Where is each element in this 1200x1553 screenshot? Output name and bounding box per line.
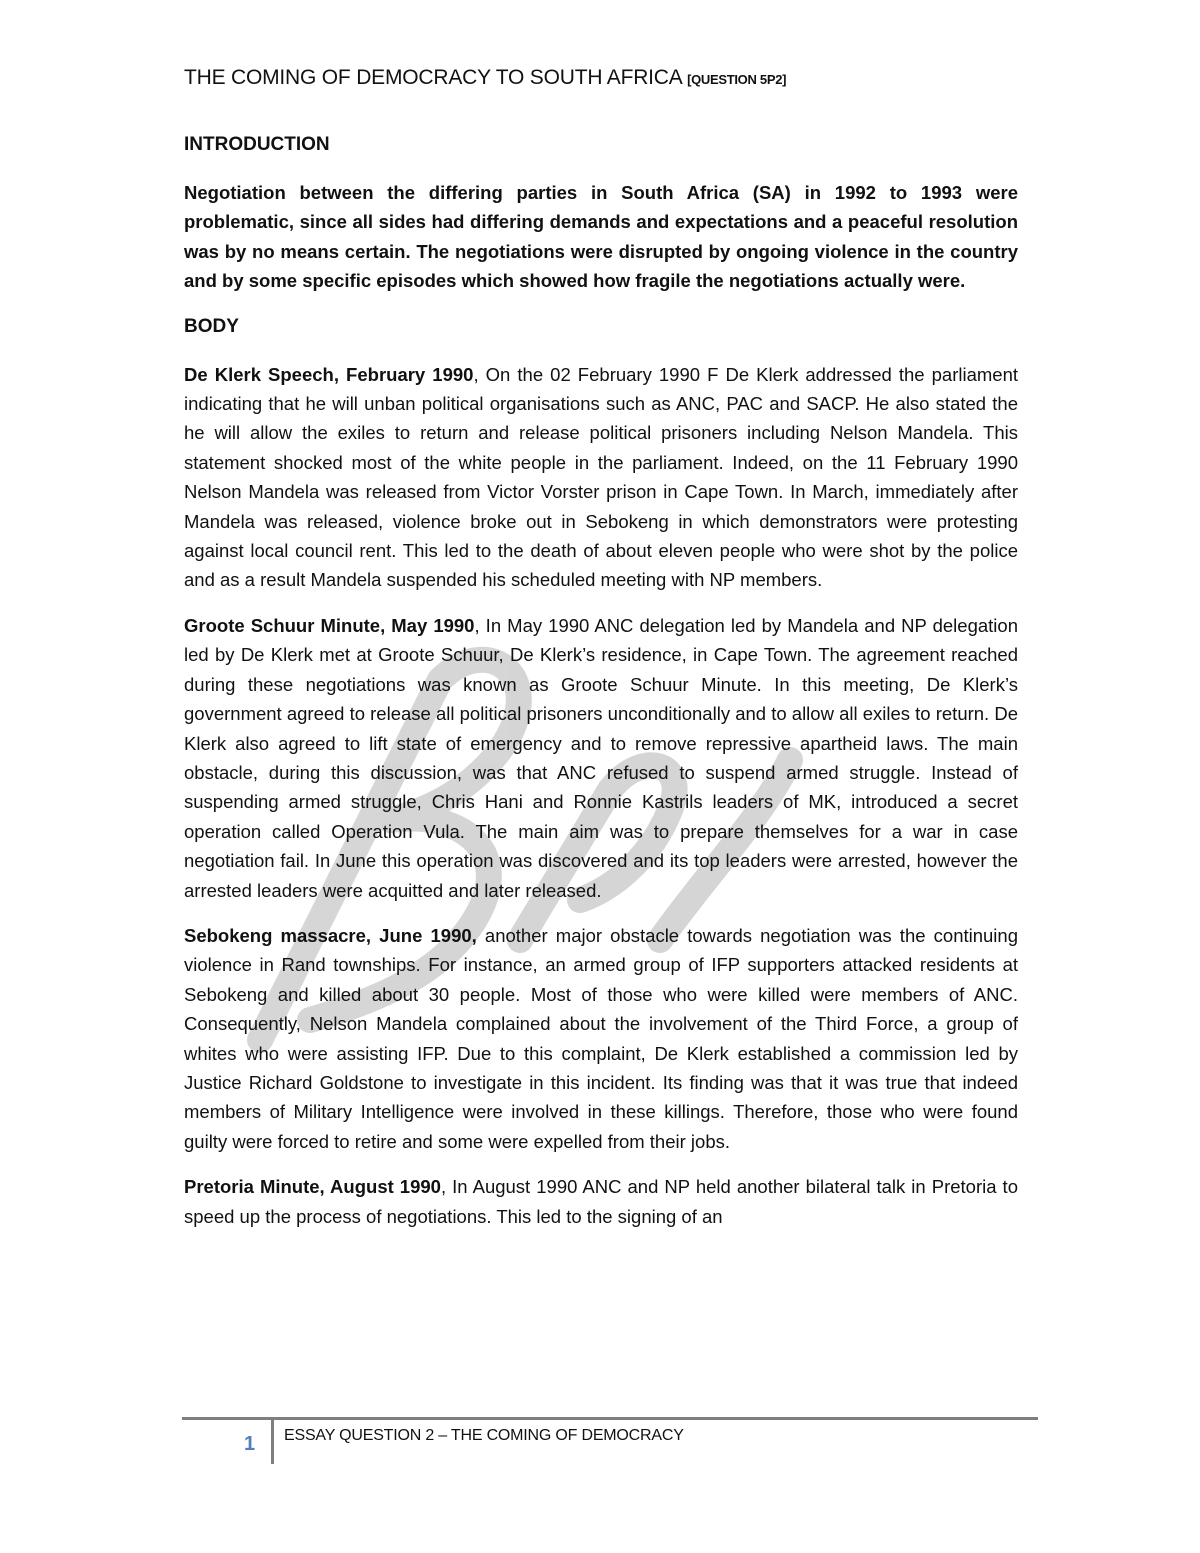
paragraph-text: , In August 1990 ANC and NP held another bilateral talk in Pretoria to speed up the process of negotiations. This led to the signing of an	[184, 1176, 1018, 1227]
paragraph-pretoria-minute	[184, 1172, 1018, 1231]
paragraph-lead: De Klerk Speech, February 1990	[184, 363, 474, 385]
paragraph-sebokeng-massacre	[184, 921, 1018, 1156]
introduction-paragraph: Negotiation between the differing parties in South Africa (SA) in 1992 to 1993 were problematic, since all sides had differing demands and expectations and a peaceful resolution was by no means certain. The negotiations were disrupted by ongoing violence in the country and by some specific episodes which showed how fragile the negotiations actually were.	[184, 182, 1018, 292]
footer-page-number: 1	[244, 1433, 256, 1455]
paragraph-text: another major obstacle towards negotiation was the continuing violence in Rand townships. For instance, an armed group of IFP supporters attacked residents at Sebokeng and killed about 30 people. Most of those who were killed were members of ANC. Consequently, Nelson Mandela complained about the involvement of the Third Force, a group of whites who were assisting IFP. Due to this complaint, De Klerk established a commission led by Justice Richard Goldstone to investigate in this incident. Its finding was that it was true that indeed members of Military Intelligence were involved in these killings. Therefore, those who were found guilty were forced to retire and some were expelled from their jobs.	[184, 924, 1018, 1152]
paragraph-lead: Sebokeng massacre, June 1990,	[184, 924, 477, 946]
paragraph-lead: Groote Schuur Minute, May 1990	[184, 614, 475, 636]
introduction-heading: INTRODUCTION	[184, 134, 330, 155]
page-footer	[182, 1417, 1038, 1477]
paragraph-text: , On the 02 February 1990 F De Klerk addressed the parliament indicating that he will unban political organisations such as ANC, PAC and SACP. He also stated the he will allow the exiles to return and release political prisoners including Nelson Mandela. This statement shocked most of the white people in the parliament. Indeed, on the 11 February 1990 Nelson Mandela was released from Victor Vorster prison in Cape Town. In March, immediately after Mandela was released, violence broke out in Sebokeng in which demonstrators were protesting against local council rent. This led to the death of about eleven people who were shot by the police and as a result Mandela suspended his scheduled meeting with NP members.	[184, 363, 1019, 591]
body-heading: BODY	[184, 315, 239, 337]
paragraph-lead: Pretoria Minute, August 1990	[184, 1176, 441, 1198]
header-question-tag: [QUESTION 5P2]	[687, 72, 787, 87]
footer-divider	[271, 1420, 274, 1464]
page-header	[184, 66, 786, 90]
paragraph-text: , In May 1990 ANC delegation led by Mandela and NP delegation led by De Klerk met at Groote Schuur, De Klerk’s residence, in Cape Town. The agreement reached during these negotiations was known as Groote Schuur Minute. In this meeting, De Klerk’s government agreed to release all political prisoners unconditionally and to allow all exiles to return. De Klerk also agreed to lift state of emergency and to remove repressive apartheid laws. The main obstacle, during this discussion, was that ANC refused to suspend armed struggle. Instead of suspending armed struggle, Chris Hani and Ronnie Kastrils leaders of MK, introduced a secret operation called Operation Vula. The main aim was to prepare themselves for a war in case negotiation fail. In June this operation was discovered and its top leaders were arrested, however the arrested leaders were acquitted and later released.	[184, 614, 1018, 901]
document-body	[184, 130, 1018, 1247]
paragraph-de-klerk-speech	[184, 360, 1018, 595]
header-title: THE COMING OF DEMOCRACY TO SOUTH AFRICA	[184, 66, 688, 89]
footer-text: ESSAY QUESTION 2 – THE COMING OF DEMOCRACY	[284, 1427, 684, 1444]
footer-rule	[182, 1417, 1038, 1420]
paragraph-groote-schuur-minute	[184, 611, 1018, 905]
